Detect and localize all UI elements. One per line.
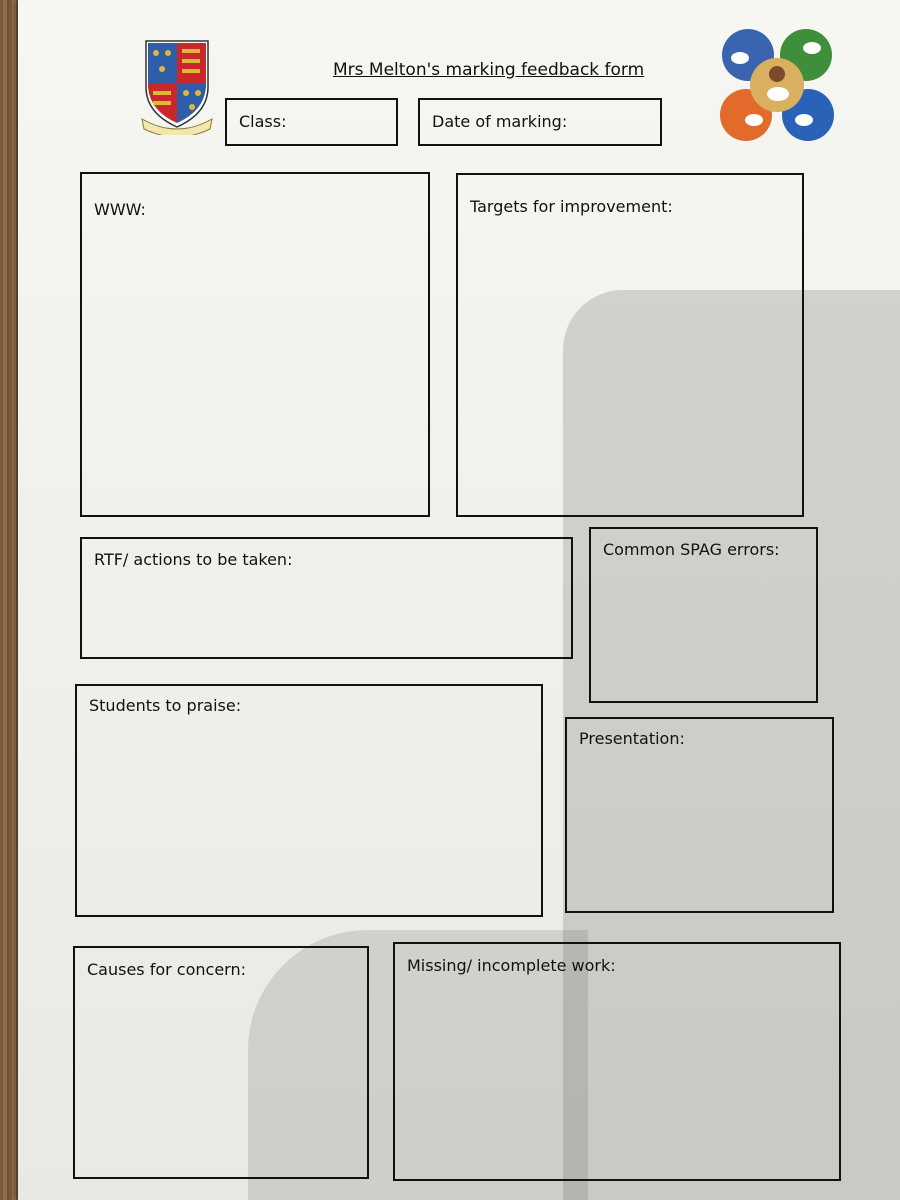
school-crest-icon	[138, 35, 216, 135]
rtf-label: RTF/ actions to be taken:	[94, 550, 293, 569]
feedback-form-sheet	[18, 0, 900, 1200]
rtf-box[interactable]	[80, 537, 573, 659]
praise-label: Students to praise:	[89, 696, 242, 715]
www-box[interactable]	[80, 172, 430, 517]
spag-box[interactable]	[589, 527, 818, 703]
presentation-label: Presentation:	[579, 729, 685, 748]
praise-box[interactable]	[75, 684, 543, 917]
www-label: WWW:	[94, 200, 146, 219]
reward-stickers-icon	[718, 28, 838, 143]
concern-label: Causes for concern:	[87, 960, 246, 979]
presentation-box[interactable]	[565, 717, 834, 913]
date-of-marking-field[interactable]	[418, 98, 662, 146]
form-title: Mrs Melton's marking feedback form	[333, 60, 645, 80]
spag-label: Common SPAG errors:	[603, 540, 780, 559]
concern-box[interactable]	[73, 946, 369, 1179]
missing-work-box[interactable]	[393, 942, 841, 1181]
targets-label: Targets for improvement:	[470, 197, 673, 216]
class-label: Class:	[239, 112, 287, 131]
missing-work-label: Missing/ incomplete work:	[407, 956, 616, 975]
targets-box[interactable]	[456, 173, 804, 517]
date-of-marking-label: Date of marking:	[432, 112, 568, 131]
class-field[interactable]	[225, 98, 398, 146]
